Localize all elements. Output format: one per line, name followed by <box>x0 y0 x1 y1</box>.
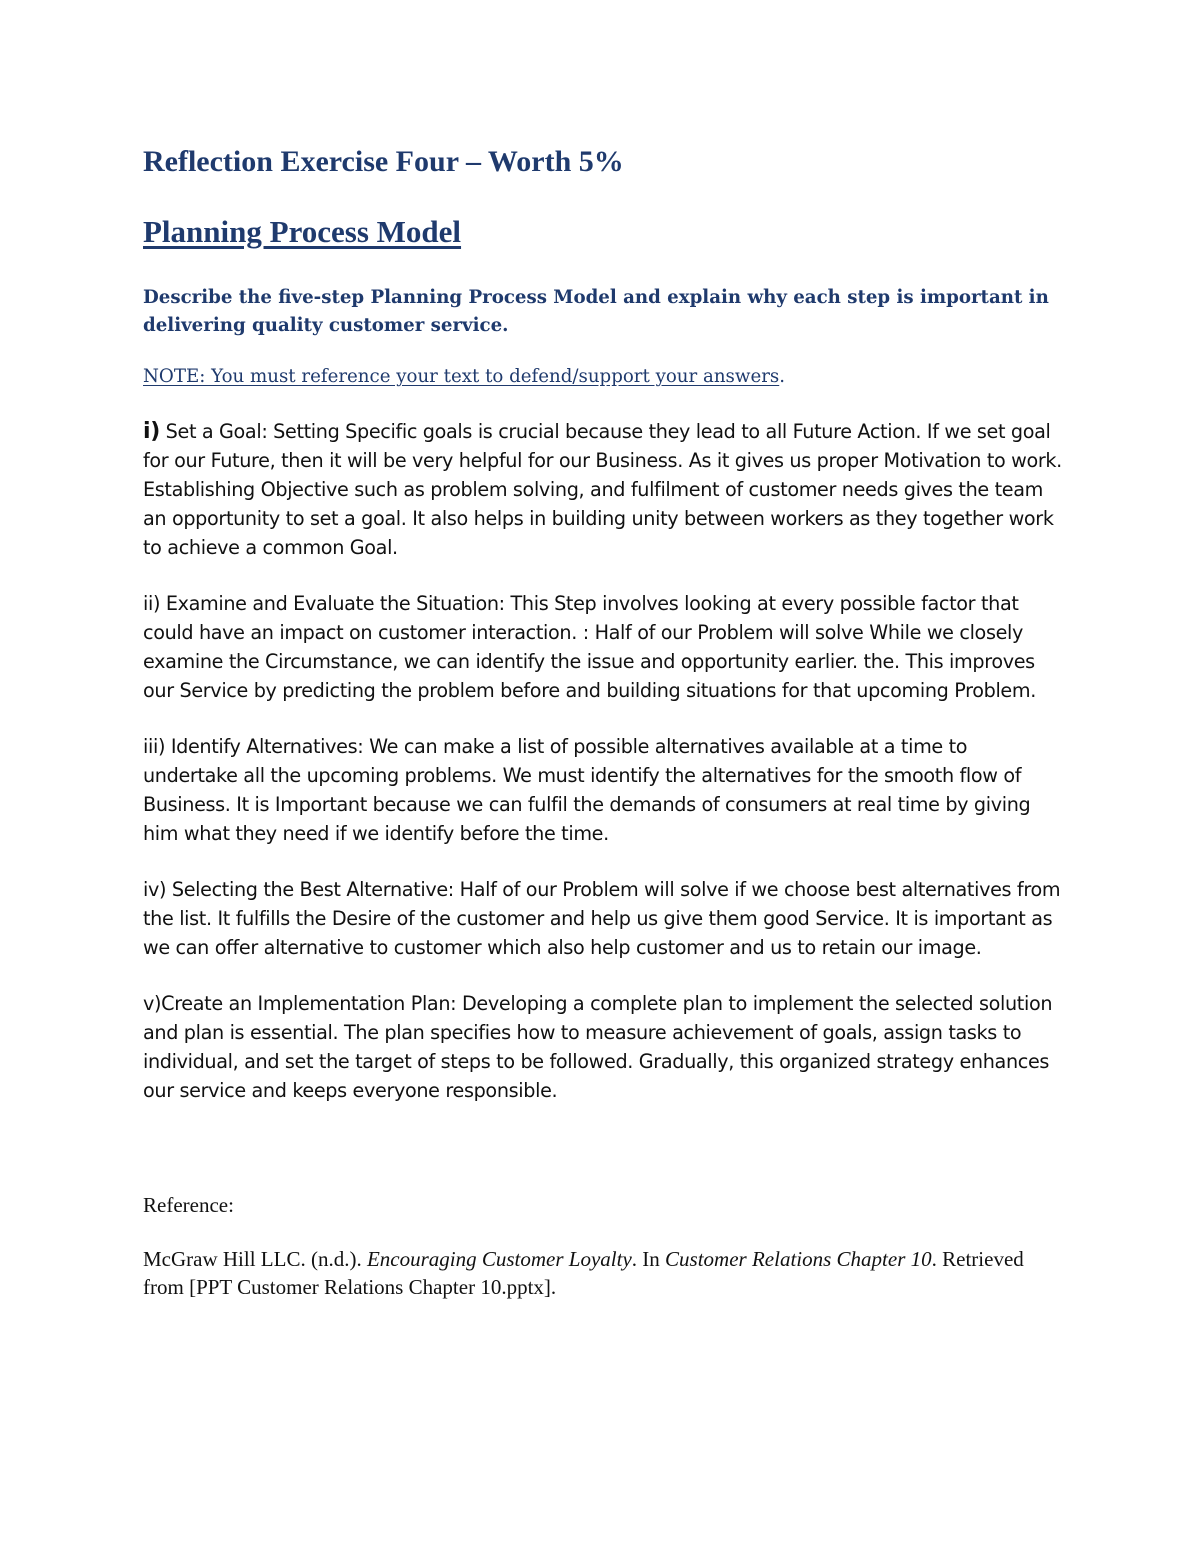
document-subtitle: Planning Process Model <box>143 214 462 249</box>
document-title: Reflection Exercise Four – Worth 5% <box>143 145 624 178</box>
reference-author: McGraw Hill LLC. (n.d.). <box>143 1247 367 1271</box>
reference-in: . In <box>631 1247 666 1271</box>
reference-note-text: NOTE: You must reference your text to defend/support your answers <box>143 366 780 387</box>
step-3-paragraph: iii) Identify Alternatives: We can make a list of possible alternatives available at a time to undertake all the upcoming problems. We must identify the alternatives for the smooth flow of Business. It is Important because we can fulfil the demands of consumers at real time by giving him what they need if we identify before the time. <box>143 735 1031 845</box>
step-4-paragraph: iv) Selecting the Best Alternative: Half of our Problem will solve if we choose best alternatives from the list. It fulfills the Desire of the customer and help us give them good Service. It is important as we can offer alternative to customer which also help customer and us to retain our image. <box>143 878 1061 959</box>
reference-retrieved: . Retrieved from [PPT Customer Relations Chapter 10.pptx]. <box>143 1247 1024 1299</box>
assignment-prompt: Describe the five-step Planning Process Model and explain why each step is important in delivering quality customer service. <box>143 287 1049 336</box>
reference-entry <box>143 1245 1063 1301</box>
step-1-text: Set a Goal: Setting Specific goals is crucial because they lead to all Future Action. If we set goal for our Future, then it will be very helpful for our Business. As it gives us proper Motivation to work. Establishing Objective such as problem solving, and fulfilment of customer needs gives the team an opportunity to set a goal. It also helps in building unity between workers as they together work to achieve a common Goal. <box>143 420 1062 559</box>
reference-label: Reference: <box>143 1193 234 1217</box>
reference-note-period: . <box>779 366 786 387</box>
document-body <box>143 140 1063 1301</box>
step-5-paragraph: v)Create an Implementation Plan: Developing a complete plan to implement the selected solution and plan is essential. The plan specifies how to measure achievement of goals, assign tasks to individual, and set the target of steps to be followed. Gradually, this organized strategy enhances our service and keeps everyone responsible. <box>143 992 1053 1102</box>
reference-note <box>143 363 1063 391</box>
step-1-paragraph <box>143 417 1063 562</box>
step-2-paragraph: ii) Examine and Evaluate the Situation: This Step involves looking at every possible factor that could have an impact on customer interaction. : Half of our Problem will solve While we closely examine the Circumstance, we can identify the issue and opportunity earlier. the. This improves our Service by predicting the problem before and building situations for that upcoming Problem. <box>143 592 1036 702</box>
reference-container-title: Customer Relations Chapter 10 <box>665 1247 932 1271</box>
reference-work-title: Encouraging Customer Loyalty <box>366 1247 632 1271</box>
step-1-marker: i) <box>143 419 160 444</box>
